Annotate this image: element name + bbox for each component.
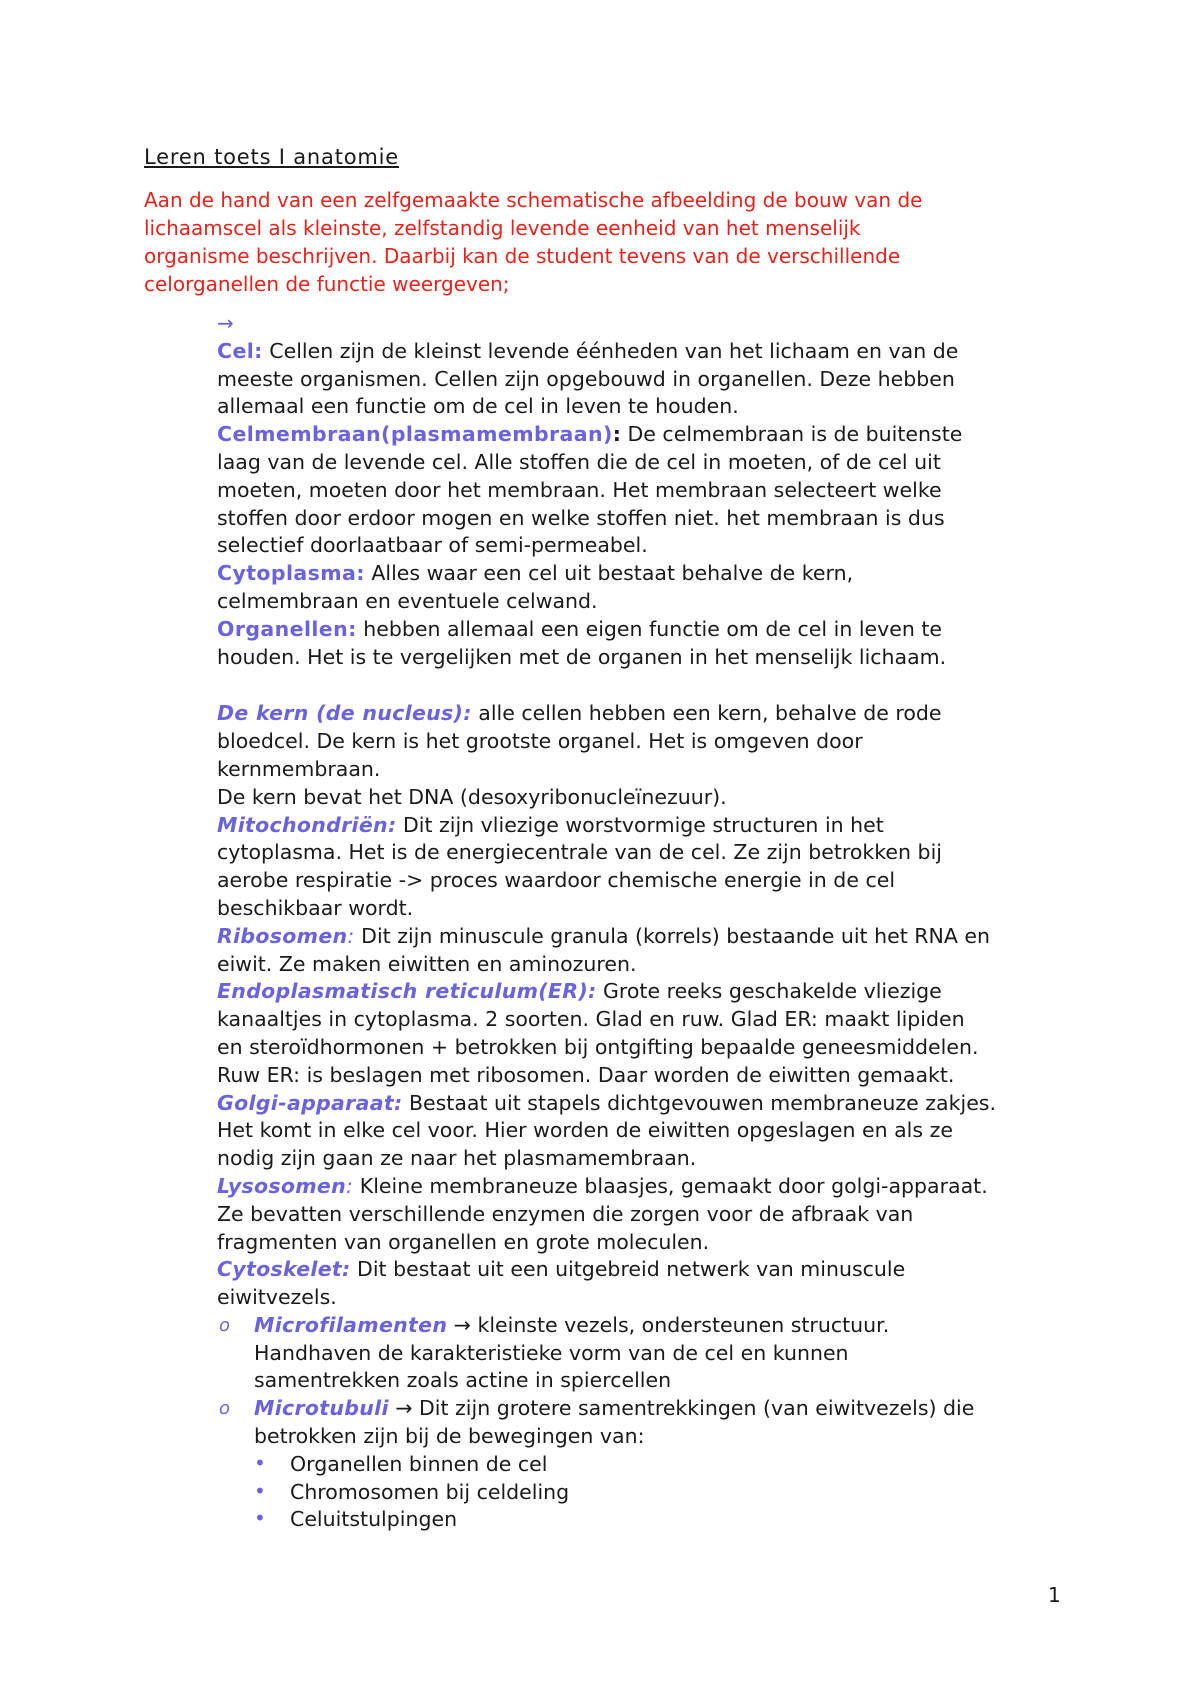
list-item-microtubuli: o Microtubuli → Dit zijn grotere samentrekkingen (van eiwitvezels) die [217, 1395, 1067, 1423]
definition-cytoplasma: Cytoplasma: Alles waar een cel uit bestaat behalve de kern, [217, 561, 854, 586]
term-er: Endoplasmatisch reticulum(ER): [217, 979, 597, 1004]
content-block: → Cel: Cellen zijn de kleinst levende éénheden van het lichaam en van de meeste organismen. Cellen zijn opgebouwd in organellen. Deze hebben allemaal een functie om de cel in leven te houden. Celmembraan(plasmamembraan): De celmembraan is de buitenste laag van de levende cel. Alle stoffen die de cel in moeten, of de cel uit moeten, moeten door het membraan. Het membraan selecteert welke stoffen door erdoor mogen en welke stoffen niet. het membraan is dus selectief doorlaatbaar of semi-permeabel. Cytoplasma: Alles waar een cel uit bestaat behalve de kern, celmembraan en eventuele celwand. Organellen: hebben allemaal een eigen functie om de cel in leven te houden. Het is te vergelijken met de organen in het menselijk lichaam. De kern (de nucleus): alle cellen hebben een kern, behalve de rode bloedcel. De kern is het grootste organel. Het is omgeven door kernmembraan. De kern bevat het DNA (desoxyribonucleïnezuur). Mitochondriën: Dit zijn vliezige worstvormige structuren in het cytoplasma. Het is de energiecentrale van de cel. Ze zijn betrokken bij aerobe respiratie -> proces waardoor chemische energie in de cel beschikbaar wordt. Ribosomen: Dit zijn minuscule granula (korrels) bestaande uit het RNA en eiwit. Ze maken eiwitten en aminozuren. Endoplasmatisch reticulum(ER): Grote reeks geschakelde vliezige kanaaltjes in cytoplasma. 2 soorten. Glad en ruw. Glad ER: maakt lipiden en steroïdhormonen + betrokken bij ontgifting bepaalde geneesmiddelen. Ruw ER: is beslagen met ribosomen. Daar worden de eiwitten gemaakt. Golgi-apparaat: Bestaat uit stapels dichtgevouwen membraneuze zakjes. Het komt in elke cel voor. Hier worden de eiwitten opgeslagen en als ze nodig zijn gaan ze naar het plasmamembraan. Lysosomen: Kleine membraneuze blaasjes, gemaakt door golgi-apparaat. Ze bevatten verschillende enzymen die zorgen voor de afbraak van fragmenten van organellen en grote moleculen. Cytoskelet: Dit bestaat uit een uitgebreid netwerk van minuscule eiwitvezels. o Microfilamenten → kleinste vezels, ondersteunen structuur. Handhaven de karakteristieke vorm van de cel en kunnen samentrekken zoals actine in spiercellen o Microtubuli → Dit zijn grotere samentrekkingen (van eiwitvezels) die betrokken zijn bij de bewegingen van: • Organellen binnen de cel • Chromosomen bij celdeling • Celuitstulpingen [217, 310, 1067, 1534]
definition-organellen: Organellen: hebben allemaal een eigen functie om de cel in leven te [217, 616, 943, 641]
term-organellen: Organellen: [217, 616, 357, 641]
term-cel: Cel: [217, 338, 263, 363]
page-title: Leren toets I anatomie [144, 145, 399, 169]
dot-bullet-icon: • [254, 1478, 266, 1503]
circle-bullet-icon: o [219, 1398, 231, 1420]
term-ribosomen: Ribosomen [217, 923, 348, 948]
definition-kern: De kern (de nucleus): alle cellen hebben een kern, behalve de rode [217, 701, 942, 726]
definition-lysosomen: Lysosomen: Kleine membraneuze blaasjes, gemaakt door golgi-apparaat. [217, 1173, 988, 1198]
list-item: • Chromosomen bij celdeling [254, 1478, 570, 1504]
definition-golgi: Golgi-apparaat: Bestaat uit stapels dichtgevouwen membraneuze zakjes. [217, 1090, 996, 1115]
definition-mitochondrien: Mitochondriën: Dit zijn vliezige worstvormige structuren in het [217, 812, 884, 837]
list-item-microfilamenten: o Microfilamenten → kleinste vezels, ondersteunen structuur. [217, 1312, 1067, 1340]
term-lysosomen: Lysosomen [217, 1173, 347, 1198]
term-cytoskelet: Cytoskelet: [217, 1257, 351, 1282]
list-item: • Celuitstulpingen [254, 1506, 458, 1532]
intro-line: lichaamscel als kleinste, zelfstandig levende eenheid van het menselijk [144, 216, 861, 240]
term-microfilamenten: Microfilamenten [254, 1312, 448, 1337]
term-cytoplasma: Cytoplasma: [217, 561, 365, 586]
page-number: 1 [1048, 1583, 1061, 1607]
term-microtubuli: Microtubuli [254, 1396, 389, 1421]
dot-bullet-icon: • [254, 1450, 266, 1475]
learning-objective [144, 186, 1044, 298]
term-mitochondrien: Mitochondriën: [217, 812, 397, 837]
circle-bullet-icon: o [219, 1314, 231, 1336]
term-celmembraan: Celmembraan(plasmamembraan) [217, 422, 613, 447]
definition-ribosomen: Ribosomen: Dit zijn minuscule granula (korrels) bestaande uit het RNA en [217, 923, 990, 948]
definition-celmembraan: Celmembraan(plasmamembraan): De celmembraan is de buitenste [217, 422, 963, 447]
definition-cel: Cel: Cellen zijn de kleinst levende éénheden van het lichaam en van de [217, 338, 959, 363]
intro-line: celorganellen de functie weergeven; [144, 272, 510, 296]
intro-line: organisme beschrijven. Daarbij kan de student tevens van de verschillende [144, 244, 901, 268]
dot-bullet-icon: • [254, 1506, 266, 1531]
arrow-right-icon: → [217, 311, 234, 335]
definition-er: Endoplasmatisch reticulum(ER): Grote reeks geschakelde vliezige [217, 979, 942, 1004]
term-golgi: Golgi-apparaat: [217, 1090, 403, 1115]
definition-cytoskelet: Cytoskelet: Dit bestaat uit een uitgebreid netwerk van minuscule [217, 1257, 906, 1282]
list-item: • Organellen binnen de cel [254, 1450, 548, 1476]
term-kern: De kern (de nucleus): [217, 701, 472, 726]
intro-line: Aan de hand van een zelfgemaakte schematische afbeelding de bouw van de [144, 188, 923, 212]
